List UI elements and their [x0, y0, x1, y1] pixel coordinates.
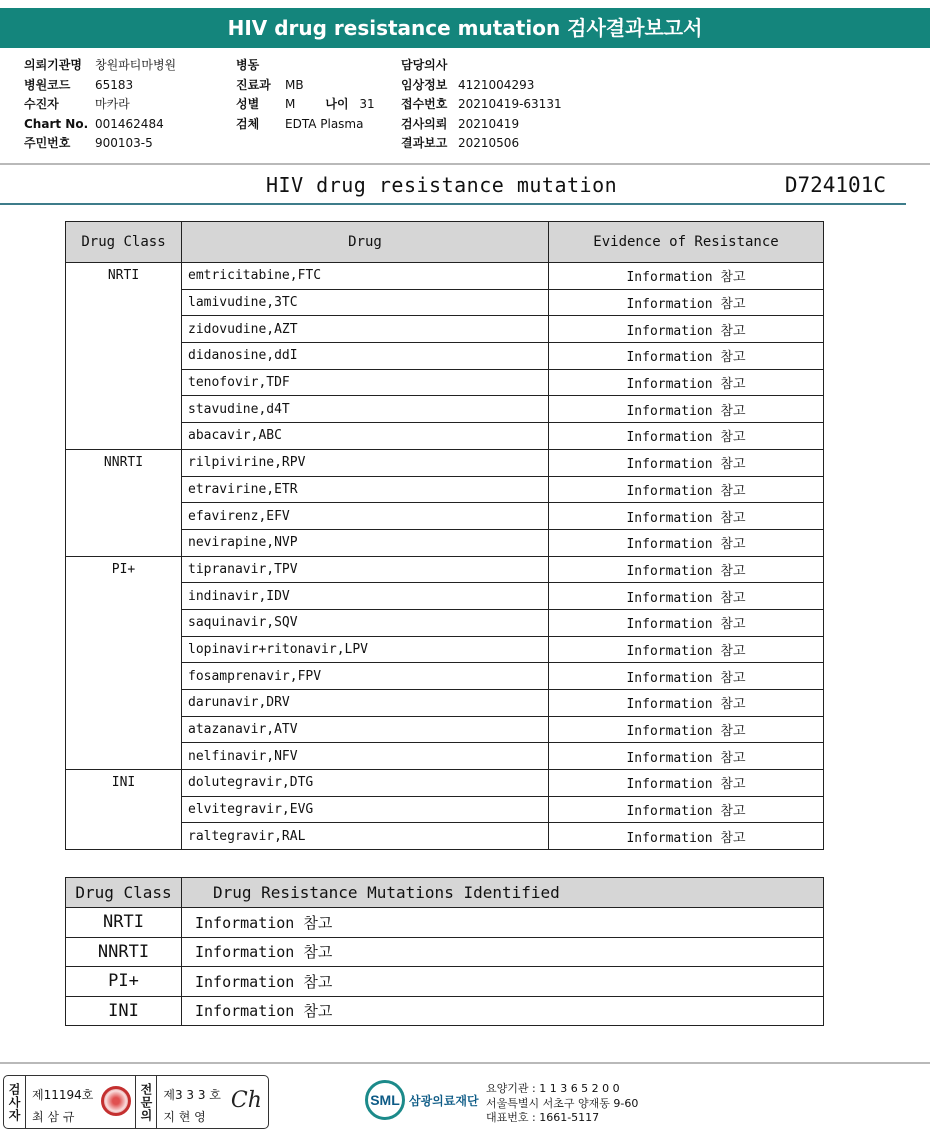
info-value: 20210419	[458, 116, 520, 131]
info-label: 검체	[236, 116, 260, 131]
inspector-name: 최 삼 규	[32, 1110, 75, 1124]
evidence-cell: Information 참고	[549, 583, 824, 610]
drug-cell: indinavir,IDV	[182, 583, 549, 610]
info-row	[401, 56, 562, 76]
info-row	[236, 95, 375, 115]
info-label: 병동	[236, 58, 260, 72]
info-value: 창원파티마병원	[95, 58, 177, 72]
drug-cell: stavudine,d4T	[182, 396, 549, 423]
col-header-drug-class: Drug Class	[66, 878, 182, 908]
info-value: 20210419-63131	[458, 97, 562, 111]
mutations-cell: Information 참고	[182, 908, 824, 938]
info-label: 담당의사	[401, 58, 448, 72]
drug-cell: darunavir,DRV	[182, 690, 549, 717]
evidence-cell: Information 참고	[549, 263, 824, 290]
info-label: 의뢰기관명	[24, 58, 82, 72]
evidence-cell: Information 참고	[549, 609, 824, 636]
drug-cell: fosamprenavir,FPV	[182, 663, 549, 690]
info-row	[24, 56, 176, 76]
evidence-cell: Information 참고	[549, 396, 824, 423]
sml-logo-icon: SML	[365, 1080, 405, 1120]
evidence-cell: Information 참고	[549, 716, 824, 743]
evidence-cell: Information 참고	[549, 796, 824, 823]
info-label: 병원코드	[24, 77, 71, 92]
drug-cell: didanosine,ddI	[182, 343, 549, 370]
patient-info-col3	[401, 56, 562, 154]
evidence-cell: Information 참고	[549, 423, 824, 450]
drug-cell: nevirapine,NVP	[182, 529, 549, 556]
seal-icon	[101, 1086, 131, 1116]
drug-cell: raltegravir,RAL	[182, 823, 549, 850]
table-row	[66, 967, 824, 997]
evidence-cell: Information 참고	[549, 636, 824, 663]
evidence-cell: Information 참고	[549, 316, 824, 343]
drug-cell: zidovudine,AZT	[182, 316, 549, 343]
info-label: 주민번호	[24, 136, 71, 150]
age-label: 나이	[325, 97, 349, 111]
report-title: HIV drug resistance mutation	[266, 173, 618, 197]
info-row	[236, 56, 375, 76]
specialist-name: 지 현 영	[163, 1110, 206, 1124]
info-row	[24, 95, 176, 115]
evidence-cell: Information 참고	[549, 743, 824, 770]
mutations-cell: Information 참고	[182, 937, 824, 967]
evidence-cell: Information 참고	[549, 556, 824, 583]
drug-class-cell: NNRTI	[66, 937, 182, 967]
report-header-title: HIV drug resistance mutation 검사결과보고서	[0, 8, 930, 48]
evidence-cell: Information 참고	[549, 690, 824, 717]
signature-stamp	[3, 1075, 269, 1129]
mutations-cell: Information 참고	[182, 996, 824, 1026]
info-label: 검사의뢰	[401, 116, 448, 131]
info-value: 20210506	[458, 136, 520, 150]
evidence-cell: Information 참고	[549, 343, 824, 370]
divider-teal	[0, 203, 906, 205]
evidence-cell: Information 참고	[549, 529, 824, 556]
org-name: 삼광의료재단	[409, 1093, 479, 1108]
specialist-block	[157, 1076, 225, 1128]
table-row	[66, 770, 824, 797]
inspector-no: 제11194호	[32, 1088, 94, 1102]
table-row	[66, 996, 824, 1026]
drug-cell: tenofovir,TDF	[182, 369, 549, 396]
info-row	[401, 76, 562, 96]
specialist-label: 전문의	[135, 1076, 157, 1128]
evidence-cell: Information 참고	[549, 663, 824, 690]
patient-info-col2	[236, 56, 375, 134]
patient-info-col1	[24, 56, 176, 154]
col-header-evidence: Evidence of Resistance	[549, 222, 824, 263]
drug-resistance-table	[65, 221, 824, 850]
info-row	[401, 115, 562, 135]
signature-icon: Ch	[230, 1088, 262, 1113]
evidence-cell: Information 참고	[549, 369, 824, 396]
drug-cell: lamivudine,3TC	[182, 289, 549, 316]
table-row	[66, 556, 824, 583]
info-label: 진료과	[236, 77, 271, 92]
drug-cell: tipranavir,TPV	[182, 556, 549, 583]
footer-divider	[0, 1062, 930, 1064]
info-value: MB	[285, 77, 304, 92]
inspector-block	[26, 1076, 97, 1128]
drug-class-cell: PI+	[66, 967, 182, 997]
age-field	[325, 95, 374, 115]
info-label: Chart No.	[24, 116, 89, 131]
info-label: 수진자	[24, 97, 59, 111]
drug-class-cell: NRTI	[66, 263, 182, 450]
report-code: D724101C	[784, 173, 886, 197]
table-row	[66, 937, 824, 967]
drug-cell: nelfinavir,NFV	[182, 743, 549, 770]
info-row	[24, 76, 176, 96]
info-row	[24, 115, 176, 135]
divider	[0, 163, 930, 165]
evidence-cell: Information 참고	[549, 289, 824, 316]
specialist-no: 제3 3 3 호	[163, 1088, 221, 1102]
evidence-cell: Information 참고	[549, 449, 824, 476]
address-line: 대표번호 : 1661-5117	[486, 1111, 600, 1124]
info-row	[236, 115, 375, 135]
drug-class-cell: NNRTI	[66, 449, 182, 556]
address-line: 서울특별시 서초구 양재동 9-60	[486, 1096, 639, 1110]
address-line: 요양기관 : 1 1 3 6 5 2 0 0	[486, 1082, 620, 1095]
mutations-cell: Information 참고	[182, 967, 824, 997]
info-label: 성별	[236, 97, 260, 111]
info-row	[401, 134, 562, 154]
info-label: 임상정보	[401, 77, 448, 92]
drug-cell: abacavir,ABC	[182, 423, 549, 450]
table-row	[66, 908, 824, 938]
drug-cell: lopinavir+ritonavir,LPV	[182, 636, 549, 663]
drug-cell: elvitegravir,EVG	[182, 796, 549, 823]
col-header-drug-class: Drug Class	[66, 222, 182, 263]
drug-cell: etravirine,ETR	[182, 476, 549, 503]
drug-cell: saquinavir,SQV	[182, 609, 549, 636]
info-label: 결과보고	[401, 136, 448, 150]
col-header-drug: Drug	[182, 222, 549, 263]
age-value: 31	[359, 97, 375, 111]
org-logo	[365, 1080, 479, 1120]
mutations-table	[65, 877, 824, 1026]
drug-cell: atazanavir,ATV	[182, 716, 549, 743]
info-value: M	[285, 97, 296, 111]
drug-class-cell: INI	[66, 770, 182, 850]
info-value: 900103-5	[95, 136, 153, 150]
table-row	[66, 449, 824, 476]
inspector-label: 검사자	[4, 1076, 26, 1128]
evidence-cell: Information 참고	[549, 823, 824, 850]
col-header-mutations: Drug Resistance Mutations Identified	[182, 878, 824, 908]
org-address	[486, 1082, 638, 1126]
drug-class-cell: NRTI	[66, 908, 182, 938]
drug-cell: efavirenz,EFV	[182, 503, 549, 530]
drug-class-cell: PI+	[66, 556, 182, 770]
info-row	[401, 95, 562, 115]
drug-cell: dolutegravir,DTG	[182, 770, 549, 797]
info-value: 마카라	[95, 97, 130, 111]
evidence-cell: Information 참고	[549, 770, 824, 797]
info-label: 접수번호	[401, 97, 448, 111]
info-value: 65183	[95, 77, 134, 92]
evidence-cell: Information 참고	[549, 503, 824, 530]
drug-cell: emtricitabine,FTC	[182, 263, 549, 290]
drug-class-cell: INI	[66, 996, 182, 1026]
info-value: 001462484	[95, 116, 164, 131]
info-row	[24, 134, 176, 154]
info-value: 4121004293	[458, 77, 535, 92]
drug-cell: rilpivirine,RPV	[182, 449, 549, 476]
table-row	[66, 263, 824, 290]
evidence-cell: Information 참고	[549, 476, 824, 503]
info-value: EDTA Plasma	[285, 116, 364, 131]
info-row	[236, 76, 375, 96]
